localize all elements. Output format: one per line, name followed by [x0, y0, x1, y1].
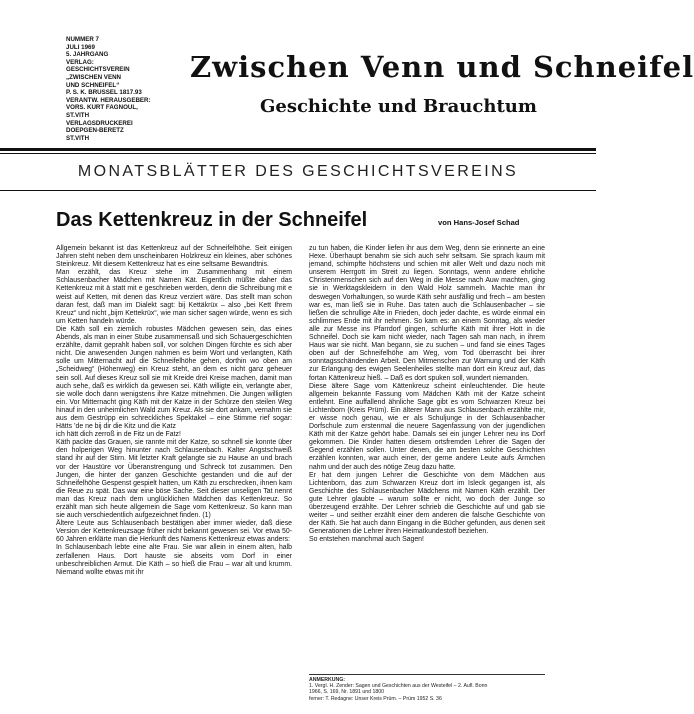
publication-info — [66, 36, 186, 142]
editor-city: ST.VITH — [66, 111, 90, 119]
issue-number: NUMMER 7 — [66, 36, 100, 43]
footnotes-heading: ANMERKUNG: — [309, 677, 346, 683]
paragraph: ich hätt dich zerroß in de Fitz un de Fatz! — [56, 431, 181, 439]
article-column-right — [309, 245, 545, 650]
masthead-divider — [0, 148, 596, 151]
paragraph: Diese ältere Sage vom Kättenkreuz scheint einleuchtender. Die heute allgemein bekannte Fassung vom Mädchen Käth mit der Katze scheint entlehnt. Eine auffallend ähnliche Sage gibt es vom Schwarzen Kreuz bei Lichtenborn (Kreis Prüm). Ein älterer Mann aus Schlausenbach erzählte mir, er wisse noch genau, wie er als Schuljunge in der Schlausenbacher Dorfschule zum erstenmal die neuere Sagenfassung von der jugendlichen Käth mit der Katze gehört habe. Damals sei ein junger Lehrer neu ins Dorf gekommen. Die Kinder hatten diesem ortsfremden Lehrer die Sagen der Gegend erzählen sollen. Unter denen, die am besten solche Geschichten erzählen konnten, war auch einer, der gerne andere Leute aufs Ärmchen nahm und der auch des nötige Zeug dazu hatte. — [309, 382, 545, 471]
masthead — [0, 0, 694, 142]
footnote-line: ferner: T. Redagne: Unser Kreis Prüm. – Prüm 1952 S. 36 — [309, 695, 442, 702]
paragraph: Käth packte das Grauen, sie rannte mit der Katze, so schnell sie konnte über den holperigen Weg hinunter nach Schlausenbach. Kalter Angstschweiß stand ihr auf der Stirn. Mit letzter Kraft gelangte sie zu Hause an und brach vor der Haustüre vor Überanstrengung und Schreck tot zusammen. Den Jungen, die hinter der ganzen Geschichte gestanden und die auf der Schneifelhöhe Gespenst gespielt hatten, um Käth zu erschrecken, ihnen kam die Reue zu spät. Das war eine böse Sache. Seit dieser unseligen Tat nennt man das Kreuz nach dem unglücklichen Mädchen das Kettenkreuz. So erzählt man sich heute allgemein die Sage vom Kettenkreuz. So kann man sie auch verschiedentlich aufgezeichnet finden. (1) — [56, 439, 292, 520]
printer-city: ST.VITH — [66, 134, 90, 142]
publisher-name: GESCHICHTSVEREIN — [66, 66, 130, 74]
issue-date: JULI 1969 — [66, 43, 95, 51]
footnotes — [309, 677, 545, 702]
printer-label: VERLAGSDRUCKEREI — [66, 119, 133, 127]
footnote-divider — [309, 674, 545, 675]
paragraph: Ältere Leute aus Schlausenbach bestätigen aber immer wieder, daß diese Version der Kettenkreuzsage früher nicht bekannt gewesen sei. Vor etwa 50-60 Jahren erklärte man die Herkunft des Namens Kettenkreuz etwas anders: — [56, 520, 292, 544]
paragraph: Er hat dem jungen Lehrer die Geschichte von dem Mädchen aus Lichtenborn, das zum Schwarzen Kreuz dort im Isleck gegangen ist, als Geschichte des Schlausenbacher Mädchens mit Namen Käth erzählt. Der gute Lehrer glaubte – warum sollte er nicht, wo doch der Junge so überzeugend erzählte. Der Lehrer schrieb die Geschichte auf und gab sie weiter – und seither erzählt einer dem anderen die falsche Geschichte von der Käth. Sie hat auch dann Eingang in die Bücher gefunden, aus denen seit Generationen die Lehrer ihren Heimatkundestoff beziehen. — [309, 471, 545, 536]
footnote-line: 1966, S. 169, Nr. 1891 und 1800 — [309, 689, 384, 696]
publication-subtitle: Geschichte und Brauchtum — [260, 96, 537, 117]
paragraph: zu tun haben, die Kinder liefen ihr aus dem Weg, denn sie erinnerte an eine Hexe. Überhaupt benahm sie sich auch sehr seltsam. Sie sprach kaum mit jemand, schimpfte höchstens und schien mit aller Welt und dazu noch mit unserem Herrgott im Streit zu liegen. Sonntags, wenn andere ehrliche Christenmenschen sich auf den Weg in die Messe nach Auw machten, ging sie in Werktagskleidern in den Wald Holz sammeln. Machte man ihr deswegen Vorhaltungen, so wurde Käth sehr ausfällig und frech – am besten war es, man ließ sie in Ruhe. Das taten auch die Schlausenbacher – sie ließen die schrullige Alte in Frieden, doch jeder dachte, es würde einmal ein schlimmes Ende mit ihr nehmen. So kam es: an einem Sonntag, als wieder alle zur Messe ins Pfarrdorf gingen, schlurfte Käth mit ihrer Hott in die Schneifel. Doch sie kam nicht wieder, nach Tagen sah man nach, in ihrem Haus war sie nicht. Man begann, sie zu suchen – und fand sie eines Tages oben auf der Schneifelhöhe am Weg, vom Tod überrascht bei ihrer sonntagsschändenden Arbeit. Den Mitmenschen zur Warnung und der Käth zur Erlangung des ewigen Seelenheiles stellte man dort ein Kreuz auf, das fortan Kättenkreuz hieß. – Daß es dort spuken soll, wundert niemanden. — [309, 245, 545, 382]
paragraph: In Schlausenbach lebte eine alte Frau. Sie war allein in einem alten, halb zerfallenen Haus. Dort hauste sie abseits vom Dorf in einer unbeschreiblichen Armut. Die Käth – so hieß die Frau – war alt und krumm. Niemand wollte etwas mit ihr — [56, 544, 292, 576]
publisher-name-line-2: „ZWISCHEN VENN — [66, 73, 122, 81]
postal-account: P. S. K. BRUSSEL 1817.93 — [66, 89, 142, 97]
footnote-line: 1. Vergl. H. Zender: Sagen und Geschichten aus der Westeifel – 2. Aufl. Bonn — [309, 683, 488, 690]
paragraph: Man erzählt, das Kreuz stehe im Zusammenhang mit einem Schlausenbacher Mädchen mit Namen Kät. Eigentlich müßte daher das Kettenkreuz mit ä statt mit e geschrieben werden, denn die Schreibung mit e weist auf Ketten, mit denen das Kreuz verziert wäre. Das stellt man schon daran fest, daß man im Dialekt sagt: bij Kettäkrüx – also „bei Kett Ihrem Kreuz“ und nicht „bijm Kettekrüx“, wie man sicher sagen würde, wenn es sich um Ketten handeln würde. — [56, 269, 292, 325]
publication-title: Zwischen Venn und Schneifel — [190, 50, 694, 84]
editor-label: VERANTW. HERAUSGEBER: — [66, 96, 151, 104]
article-author: von Hans-Josef Schad — [438, 218, 520, 227]
section-subtitle: MONATSBLÄTTER DES GESCHICHTSVEREINS — [77, 163, 519, 180]
publisher-label: VERLAG: — [66, 58, 94, 66]
article-column-left — [56, 245, 292, 705]
paragraph: Allgemein bekannt ist das Kettenkreuz auf der Schneifelhöhe. Seit einigen Jahren steht neben dem unscheinbaren Holzkreuz ein kleines, aber schönes Steinkreuz. Mit diesem Kettenkreuz hat es eine seltsame Bewandtnis. — [56, 245, 292, 269]
publisher-name-line-3: UND SCHNEIFEL“ — [66, 81, 120, 89]
paragraph: Die Käth soll ein ziemlich robustes Mädchen gewesen sein, das eines Abends, als man in einer Stube zusammensaß und sich Schauergeschichten erzählte, damit geprahlt haben soll, vor solchen Dingen fürchte es sich aber nicht. Die anwesenden Jungen nahmen es beim Wort und verlangten, Käth solle um Mitternacht auf die Schneifelhöhe gehen, dorthin wo oben am „Scheidweg“ (Höhenweg) ein Kreuz steht, an dem es nicht ganz geheuer sein soll. Auf dieses Kreuz soll sie mit Kreide drei Kreise machen, damit man auch sehe, daß es wirklich da gewesen sei. Käth willigte ein, verlangte aber, sie wolle doch dann wenigstens ihre Katze mitnehmen. Die Jungen willigten ein. Vor Mitternacht ging Käth mit der Katze in der Schürze den steilen Weg hinauf in den unheimlichen Wald zum Kreuz. Als sie dort ankam, vernahm sie aus dem Gestrüpp ein schreckliches Spektakel – eine Stimme rief sogar: Hätts ’de ne bij dir die Kitz und die Katz — [56, 325, 292, 431]
paragraph: So entstehen manchmal auch Sagen! — [309, 536, 424, 544]
article-title: Das Kettenkreuz in der Schneifel — [56, 209, 368, 231]
masthead-divider-thin — [0, 153, 596, 154]
printer-name: DOEPGEN-BERETZ — [66, 127, 124, 135]
volume: 5. JAHRGANG — [66, 51, 109, 59]
subtitle-divider — [0, 190, 596, 191]
editor-name: VORS. KURT FAGNOUL, — [66, 104, 138, 112]
